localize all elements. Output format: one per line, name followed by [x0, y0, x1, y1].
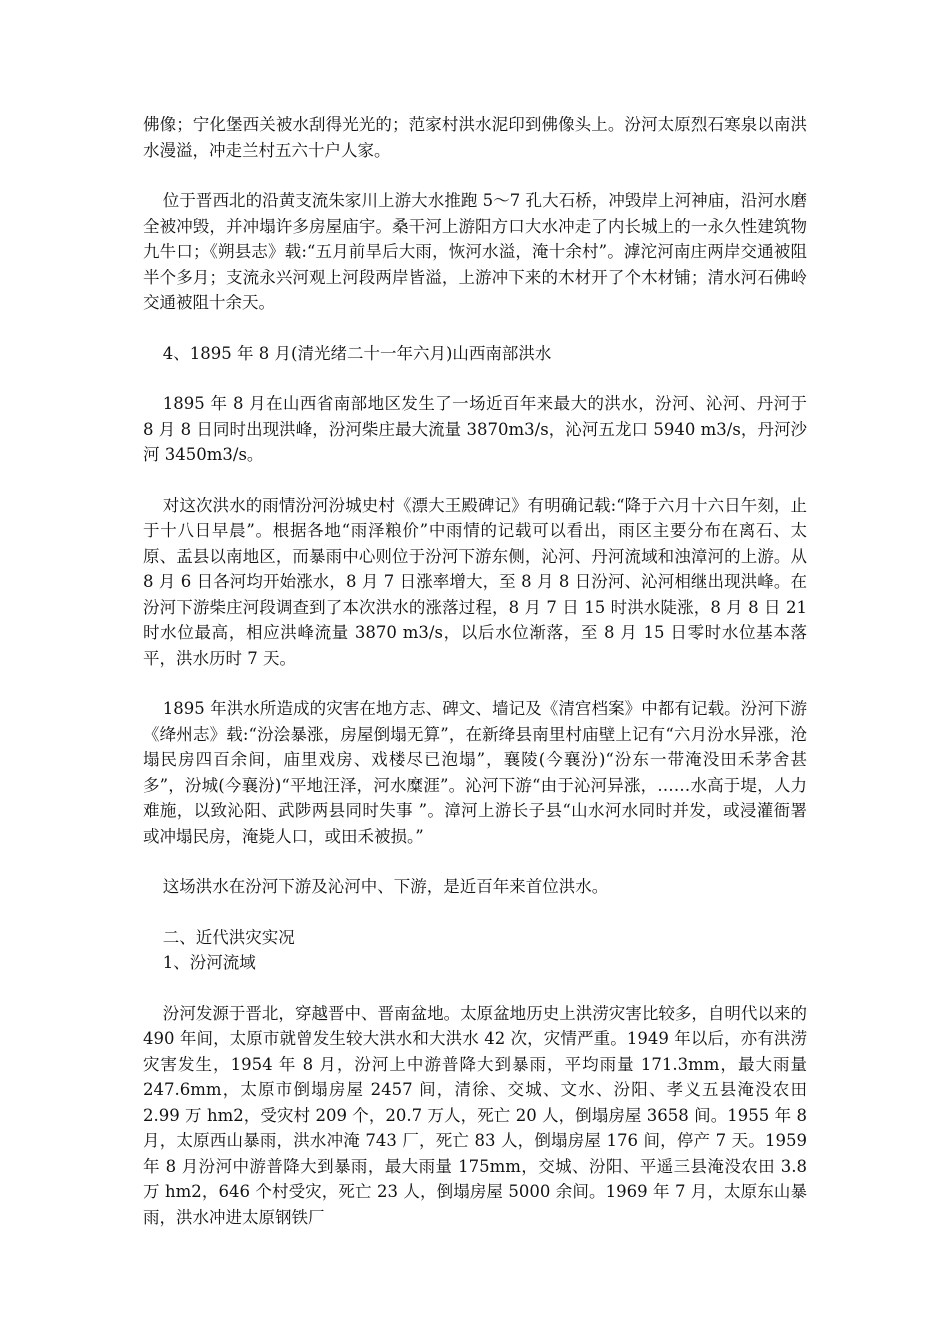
- paragraph-continuation: 佛像；宁化堡西关被水刮得光光的；范家村洪水泥印到佛像头上。汾河太原烈石寒泉以南洪水漫溢，冲走兰村五六十户人家。: [143, 115, 807, 160]
- section-heading-1895-flood: 4、1895 年 8 月(清光绪二十一年六月)山西南部洪水: [162, 343, 552, 363]
- document-page: [143, 112, 807, 1255]
- paragraph-fen-river-history: 汾河发源于晋北，穿越晋中、晋南盆地。太原盆地历史上洪涝灾害比较多，自明代以来的 490 年间，太原市就曾发生较大洪水和大洪水 42 次，灾情严重。1949 年以后，亦有洪涝灾害发生，1954 年 8 月，汾河上中游普降大到暴雨，平均雨量 171.3mm，最大雨量 247.6mm，太原市倒塌房屋 2457 间，清徐、交城、文水、汾阳、孝义五县淹没农田 2.99 万 hm2，受灾村 209 个，20.7 万人，死亡 20 人，倒塌房屋 3658 间。1955 年 8 月，太原西山暴雨，洪水冲淹 743 厂，死亡 83 人，倒塌房屋 176 间，停产 7 天。1959 年 8 月汾河中游普降大到暴雨，最大雨量 175mm，交城、汾阳、平遥三县淹没农田 3.8 万 hm2，646 个村受灾，死亡 23 人，倒塌房屋 5000 余间。1969 年 7 月，太原东山暴雨，洪水冲进太原钢铁厂: [143, 1003, 807, 1227]
- paragraph-1895-summary: 这场洪水在汾河下游及沁河中、下游，是近百年来首位洪水。: [162, 877, 609, 896]
- paragraph-1895-overview: 1895 年 8 月在山西省南部地区发生了一场近百年来最大的洪水，汾河、沁河、丹河于 8 月 8 日同时出现洪峰，汾河柴庄最大流量 3870m3/s，沁河五龙口 5940 m3/s，丹河沙河 3450m3/s。: [143, 394, 807, 464]
- paragraph-1895-damage: 1895 年洪水所造成的灾害在地方志、碑文、墙记及《清宫档案》中都有记载。汾河下游《绛州志》载:“汾浍暴涨，房屋倒塌无算”，在新绛县南里村庙壁上记有“六月汾水异涨，沧塌民房四百余间，庙里戏房、戏楼尽已泡塌”，襄陵(今襄汾)“汾东一带淹没田禾茅舍甚多”，汾城(今襄汾)“平地汪泽，河水糜涯”。沁河下游“由于沁河异涨，……水高于堤，人力难施，以致沁阳、武陟两县同时失事 ”。漳河上游长子县“山水河水同时并发，或浸灌衙署或冲塌民房，淹毙人口，或田禾被损。”: [143, 699, 807, 846]
- subsection-heading-fen-river: 1、汾河流域: [162, 953, 256, 972]
- paragraph-northwest-flood: 位于晋西北的沿黄支流朱家川上游大水推跑 5～7 孔大石桥，冲毁岸上河神庙，沿河水磨全被冲毁，并冲塌许多房屋庙宇。桑干河上游阳方口大水冲走了内长城上的一永久性建筑物九牛口；《朔县志》载:“五月前旱后大雨，恢河水溢，淹十余村”。滹沱河南庄两岸交通被阻半个多月；支流永兴河观上河段两岸皆溢，上游冲下来的木材开了个木材铺；清水河石佛岭交通被阻十余天。: [143, 191, 807, 312]
- section-heading-modern-floods: 二、近代洪灾实况: [162, 927, 295, 947]
- paragraph-1895-rainfall: 对这次洪水的雨情汾河汾城史村《漂大王殿碑记》有明确记载:“降于六月十六日午刻，止于十八日早晨”。根据各地“雨泽粮价”中雨情的记载可以看出，雨区主要分布在离石、太原、盂县以南地区，而暴雨中心则位于汾河下游东侧，沁河、丹河流域和浊漳河的上游。从 8 月 6 日各河均开始涨水，8 月 7 日涨率增大，至 8 月 8 日汾河、沁河相继出现洪峰。在汾河下游柴庄河段调查到了本次洪水的涨落过程，8 月 7 日 15 时洪水陡涨，8 月 8 日 21 时水位最高，相应洪峰流量 3870 m3/s，以后水位渐落，至 8 月 15 日零时水位基本落平，洪水历时 7 天。: [143, 495, 807, 668]
